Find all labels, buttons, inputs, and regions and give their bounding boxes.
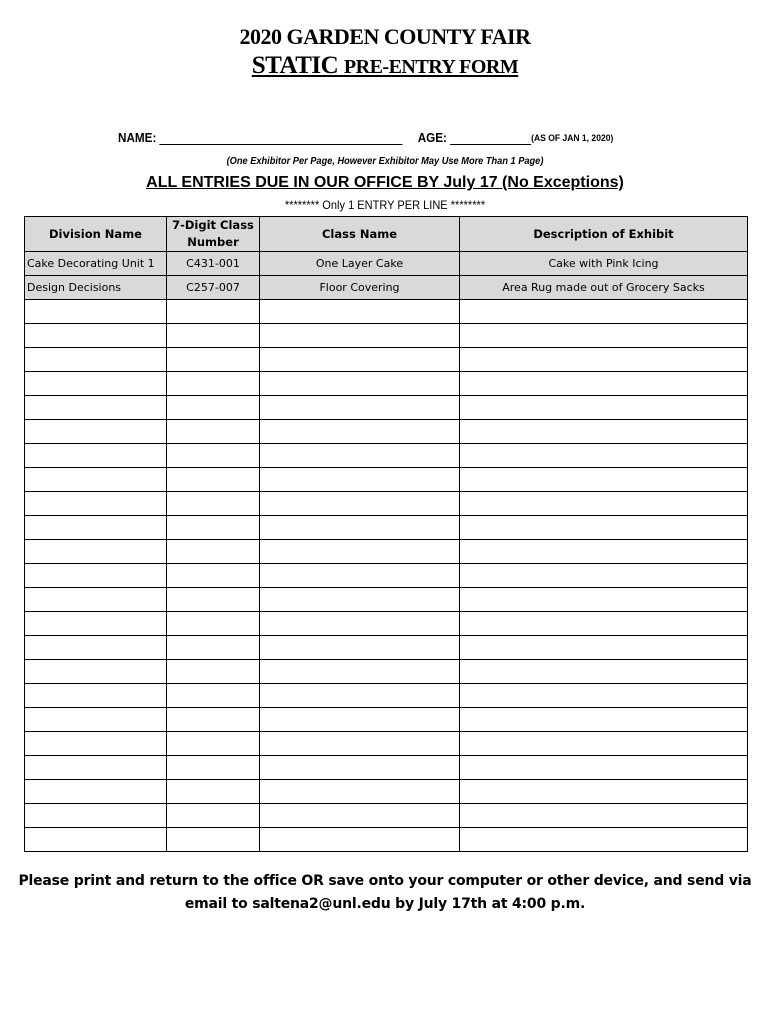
cell-class-number[interactable]: C431-001 xyxy=(167,252,260,276)
cell-class-name[interactable] xyxy=(260,468,460,492)
cell-class-number[interactable] xyxy=(167,564,260,588)
table-row xyxy=(25,540,748,564)
cell-description[interactable] xyxy=(460,564,748,588)
cell-class-name[interactable] xyxy=(260,420,460,444)
cell-class-number[interactable] xyxy=(167,684,260,708)
cell-class-number[interactable] xyxy=(167,492,260,516)
cell-class-name[interactable] xyxy=(260,708,460,732)
table-row xyxy=(25,684,748,708)
cell-class-name[interactable] xyxy=(260,780,460,804)
cell-description[interactable] xyxy=(460,324,748,348)
cell-division-name[interactable]: Design Decisions xyxy=(25,276,167,300)
table-row xyxy=(25,276,748,300)
cell-division-name[interactable] xyxy=(25,804,167,828)
table-row xyxy=(25,660,748,684)
cell-description[interactable] xyxy=(460,828,748,852)
cell-class-name[interactable] xyxy=(260,564,460,588)
cell-description[interactable]: Cake with Pink Icing xyxy=(460,252,748,276)
table-row xyxy=(25,468,748,492)
table-row xyxy=(25,612,748,636)
table-row xyxy=(25,444,748,468)
cell-division-name[interactable] xyxy=(25,828,167,852)
cell-class-name[interactable]: One Layer Cake xyxy=(260,252,460,276)
header-class-number: 7-Digit Class Number xyxy=(167,217,260,252)
cell-description[interactable] xyxy=(460,468,748,492)
cell-division-name[interactable]: Cake Decorating Unit 1 xyxy=(25,252,167,276)
cell-class-name[interactable] xyxy=(260,324,460,348)
cell-class-name[interactable] xyxy=(260,684,460,708)
cell-description[interactable]: Area Rug made out of Grocery Sacks xyxy=(460,276,748,300)
table-row xyxy=(25,372,748,396)
cell-division-name[interactable] xyxy=(25,300,167,324)
cell-division-name[interactable] xyxy=(25,660,167,684)
cell-class-name[interactable] xyxy=(260,372,460,396)
table-row xyxy=(25,828,748,852)
cell-class-number[interactable] xyxy=(167,348,260,372)
cell-class-number[interactable] xyxy=(167,780,260,804)
cell-description[interactable] xyxy=(460,372,748,396)
cell-class-number[interactable] xyxy=(167,708,260,732)
table-row xyxy=(25,348,748,372)
name-label: NAME: xyxy=(118,130,157,145)
table-row xyxy=(25,804,748,828)
cell-description[interactable] xyxy=(460,612,748,636)
cell-class-number[interactable] xyxy=(167,372,260,396)
cell-class-number[interactable] xyxy=(167,420,260,444)
cell-class-number[interactable] xyxy=(167,324,260,348)
cell-class-number[interactable] xyxy=(167,756,260,780)
cell-class-name[interactable] xyxy=(260,612,460,636)
table-row xyxy=(25,396,748,420)
one-entry-per-line-notice: ******** Only 1 ENTRY PER LINE ******** xyxy=(284,198,486,212)
cell-division-name[interactable] xyxy=(25,612,167,636)
age-field[interactable] xyxy=(450,144,531,145)
cell-division-name[interactable] xyxy=(25,756,167,780)
cell-class-number[interactable] xyxy=(167,660,260,684)
table-row xyxy=(25,732,748,756)
table-row xyxy=(25,780,748,804)
deadline-notice: ALL ENTRIES DUE IN OUR OFFICE BY July 17 (No Exceptions) xyxy=(146,174,624,191)
cell-class-name[interactable] xyxy=(260,804,460,828)
cell-division-name[interactable] xyxy=(25,396,167,420)
cell-class-name[interactable] xyxy=(260,588,460,612)
cell-class-name[interactable] xyxy=(260,492,460,516)
table-row xyxy=(25,564,748,588)
cell-class-number[interactable] xyxy=(167,516,260,540)
instructions-line-1: Please print and return to the office OR save onto your computer or other device, and send via xyxy=(18,873,752,889)
cell-class-number[interactable] xyxy=(167,540,260,564)
table-row xyxy=(25,708,748,732)
table-row xyxy=(25,300,748,324)
entry-table xyxy=(24,216,748,852)
cell-class-name[interactable] xyxy=(260,732,460,756)
subtitle-pre-entry-form: PRE-ENTRY FORM xyxy=(343,56,519,78)
cell-division-name[interactable] xyxy=(25,348,167,372)
cell-description[interactable] xyxy=(460,516,748,540)
age-label: AGE: xyxy=(417,130,447,145)
cell-description[interactable] xyxy=(460,588,748,612)
cell-description[interactable] xyxy=(460,684,748,708)
cell-class-number[interactable]: C257-007 xyxy=(167,276,260,300)
cell-description[interactable] xyxy=(460,732,748,756)
subtitle-static: STATIC xyxy=(251,52,339,79)
cell-class-name[interactable] xyxy=(260,828,460,852)
cell-class-name[interactable] xyxy=(260,300,460,324)
header-description: Description of Exhibit xyxy=(460,217,748,252)
submission-instructions xyxy=(0,870,770,916)
cell-class-number[interactable] xyxy=(167,468,260,492)
cell-description[interactable] xyxy=(460,636,748,660)
cell-class-number[interactable] xyxy=(167,804,260,828)
instructions-line-2: email to saltena2@unl.edu by July 17th at 4:00 p.m. xyxy=(184,896,586,912)
cell-class-name[interactable] xyxy=(260,660,460,684)
cell-class-name[interactable] xyxy=(260,444,460,468)
cell-division-name[interactable] xyxy=(25,636,167,660)
exhibitor-note: (One Exhibitor Per Page, However Exhibitor May Use More Than 1 Page) xyxy=(226,155,544,167)
form-subtitle xyxy=(0,52,770,80)
cell-description[interactable] xyxy=(460,660,748,684)
cell-division-name[interactable] xyxy=(25,732,167,756)
cell-class-number[interactable] xyxy=(167,732,260,756)
cell-class-name[interactable] xyxy=(260,540,460,564)
cell-division-name[interactable] xyxy=(25,684,167,708)
cell-division-name[interactable] xyxy=(25,492,167,516)
table-row xyxy=(25,516,748,540)
cell-description[interactable] xyxy=(460,804,748,828)
cell-class-name[interactable] xyxy=(260,516,460,540)
table-row xyxy=(25,492,748,516)
cell-class-number[interactable] xyxy=(167,300,260,324)
cell-division-name[interactable] xyxy=(25,588,167,612)
cell-division-name[interactable] xyxy=(25,516,167,540)
cell-class-name[interactable] xyxy=(260,396,460,420)
cell-class-name[interactable] xyxy=(260,348,460,372)
table-row xyxy=(25,324,748,348)
cell-description[interactable] xyxy=(460,708,748,732)
cell-division-name[interactable] xyxy=(25,420,167,444)
cell-division-name[interactable] xyxy=(25,540,167,564)
cell-description[interactable] xyxy=(460,348,748,372)
cell-division-name[interactable] xyxy=(25,564,167,588)
cell-class-number[interactable] xyxy=(167,444,260,468)
cell-division-name[interactable] xyxy=(25,780,167,804)
cell-division-name[interactable] xyxy=(25,372,167,396)
table-row xyxy=(25,756,748,780)
cell-description[interactable] xyxy=(460,780,748,804)
cell-class-number[interactable] xyxy=(167,588,260,612)
table-row xyxy=(25,420,748,444)
cell-description[interactable] xyxy=(460,444,748,468)
cell-description[interactable] xyxy=(460,396,748,420)
cell-class-name[interactable] xyxy=(260,636,460,660)
cell-description[interactable] xyxy=(460,492,748,516)
cell-class-name[interactable] xyxy=(260,756,460,780)
name-field[interactable] xyxy=(159,144,402,145)
cell-division-name[interactable] xyxy=(25,444,167,468)
table-row xyxy=(25,636,748,660)
cell-class-name[interactable]: Floor Covering xyxy=(260,276,460,300)
form-title: 2020 GARDEN COUNTY FAIR xyxy=(239,24,531,49)
header-class-name: Class Name xyxy=(260,217,460,252)
cell-class-number[interactable] xyxy=(167,828,260,852)
header-division-name: Division Name xyxy=(25,217,167,252)
cell-division-name[interactable] xyxy=(25,708,167,732)
cell-class-number[interactable] xyxy=(167,396,260,420)
cell-class-number[interactable] xyxy=(167,612,260,636)
table-row xyxy=(25,252,748,276)
age-note: (AS OF JAN 1, 2020) xyxy=(531,133,614,144)
cell-division-name[interactable] xyxy=(25,324,167,348)
cell-description[interactable] xyxy=(460,420,748,444)
cell-description[interactable] xyxy=(460,300,748,324)
cell-class-number[interactable] xyxy=(167,636,260,660)
table-row xyxy=(25,588,748,612)
cell-division-name[interactable] xyxy=(25,468,167,492)
cell-description[interactable] xyxy=(460,540,748,564)
cell-description[interactable] xyxy=(460,756,748,780)
